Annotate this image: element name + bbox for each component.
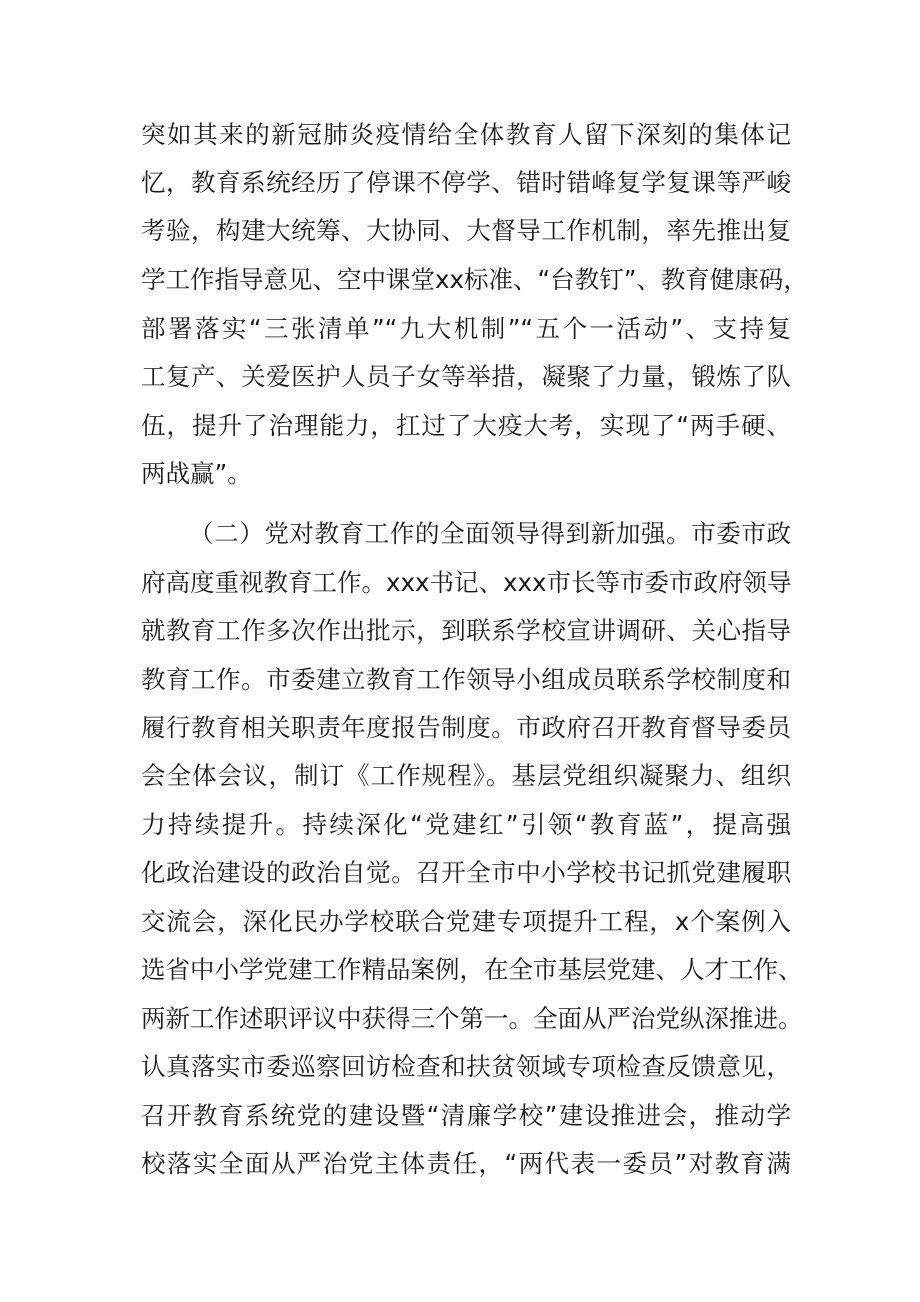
text-line: 府高度重视教育工作。xxx书记、xxx市长等市委市政府领导 (141, 568, 792, 597)
text-line: 会全体会议，制订《工作规程》。基层党组织凝聚力、组织 (141, 761, 791, 790)
text-line: 教育工作。市委建立教育工作领导小组成员联系学校制度和 (141, 665, 791, 694)
text-line: 选省中小学党建工作精品案例，在全市基层党建、人才工作、 (141, 955, 803, 984)
text-line: 两战赢”。 (141, 459, 252, 488)
text-line: 认真落实市委巡察回访检查和扶贫领域专项检查反馈意见， (141, 1052, 791, 1081)
text-line: 部署落实“三张清单”“九大机制”“五个一活动”、支持复 (141, 314, 791, 343)
section-heading-line: （二）党对教育工作的全面领导得到新加强。市委市政 (189, 519, 791, 548)
text-line: 履行教育相关职责年度报告制度。市政府召开教育督导委员 (141, 713, 791, 742)
text-line: 交流会，深化民办学校联合党建专项提升工程，x个案例入 (141, 907, 791, 936)
text-line: 伍，提升了治理能力，扛过了大疫大考，实现了“两手硬、 (141, 411, 791, 440)
text-line: 化政治建设的政治自觉。召开全市中小学校书记抓党建履职 (141, 858, 791, 887)
text-line: 工复产、关爱医护人员子女等举措，凝聚了力量，锻炼了队 (141, 362, 791, 391)
text-line: 忆，教育系统经历了停课不停学、错时错峰复学复课等严峻 (141, 168, 791, 197)
text-line: 就教育工作多次作出批示，到联系学校宣讲调研、关心指导 (141, 616, 791, 645)
text-line: 学工作指导意见、空中课堂xx标准、“台教钉”、教育健康码， (141, 265, 808, 294)
text-line: 两新工作述职评议中获得三个第一。全面从严治党纵深推进。 (141, 1004, 803, 1033)
text-line: 力持续提升。持续深化“党建红”引领“教育蓝”，提高强 (141, 810, 791, 839)
text-line: 考验，构建大统筹、大协同、大督导工作机制，率先推出复 (141, 216, 791, 245)
text-line: 突如其来的新冠肺炎疫情给全体教育人留下深刻的集体记 (141, 120, 791, 149)
text-line: 校落实全面从严治党主体责任，“两代表一委员”对教育满 (141, 1149, 791, 1178)
text-line: 召开教育系统党的建设暨“清廉学校”建设推进会，推动学 (141, 1101, 791, 1130)
